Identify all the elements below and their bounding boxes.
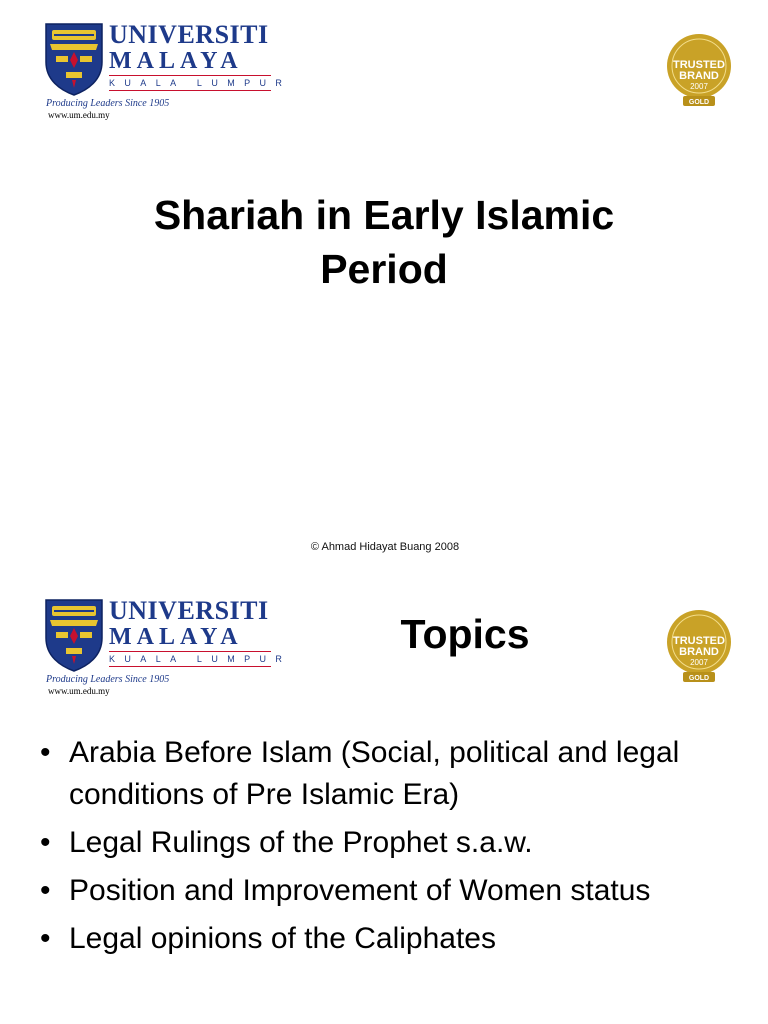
- tagline: Producing Leaders Since 1905: [46, 98, 170, 109]
- list-item: [40, 822, 740, 864]
- wordmark-line2: MALAYA: [109, 48, 243, 74]
- list-item-text: Arabia Before Islam (Social, political and legal conditions of Pre Islamic Era): [69, 736, 680, 811]
- badge-tier: GOLD: [688, 99, 710, 106]
- wordmark-line1: UNIVERSITI: [109, 20, 269, 49]
- wordmark-divider: [109, 666, 271, 667]
- slide-title-heading: [84, 188, 684, 296]
- wordmark-line3: KUALA LUMPUR: [109, 654, 292, 664]
- badge-line2: BRAND: [679, 646, 719, 658]
- badge-year: 2007: [690, 658, 708, 667]
- trusted-brand-badge-icon: [665, 606, 733, 684]
- badge-line1: TRUSTED: [673, 59, 725, 71]
- wordmark-line2: MALAYA: [109, 624, 243, 650]
- website-url: www.um.edu.my: [48, 110, 110, 120]
- list-item-text: Legal opinions of the Caliphates: [69, 922, 496, 955]
- slide-topics: [0, 576, 768, 1024]
- list-item: [40, 732, 740, 816]
- list-item: [40, 870, 740, 912]
- wordmark-line3: KUALA LUMPUR: [109, 78, 292, 88]
- crest-icon: [44, 598, 104, 672]
- tagline: Producing Leaders Since 1905: [46, 674, 170, 685]
- wordmark: [109, 20, 292, 91]
- badge-year: 2007: [690, 82, 708, 91]
- topics-heading: Topics: [400, 611, 530, 657]
- wordmark-line1: UNIVERSITI: [109, 596, 269, 625]
- title-line1: Shariah in Early Islamic: [153, 192, 615, 238]
- bullet-icon: •: [40, 874, 51, 907]
- badge-line2: BRAND: [679, 70, 719, 82]
- trusted-brand-badge-icon: [665, 30, 733, 108]
- bullet-icon: •: [40, 736, 51, 769]
- copyright-notice: © Ahmad Hidayat Buang 2008: [310, 541, 460, 553]
- bullet-icon: •: [40, 826, 51, 859]
- badge-tier: GOLD: [688, 675, 710, 682]
- list-item-text: Position and Improvement of Women status: [69, 874, 651, 907]
- list-item-text: Legal Rulings of the Prophet s.a.w.: [69, 826, 533, 859]
- badge-line1: TRUSTED: [673, 635, 725, 647]
- list-item: [40, 918, 740, 960]
- topics-list: [40, 732, 740, 966]
- website-url: www.um.edu.my: [48, 686, 110, 696]
- title-line2: Period: [320, 246, 448, 292]
- wordmark: [109, 596, 292, 667]
- bullet-icon: •: [40, 922, 51, 955]
- wordmark-divider: [109, 90, 271, 91]
- crest-icon: [44, 22, 104, 96]
